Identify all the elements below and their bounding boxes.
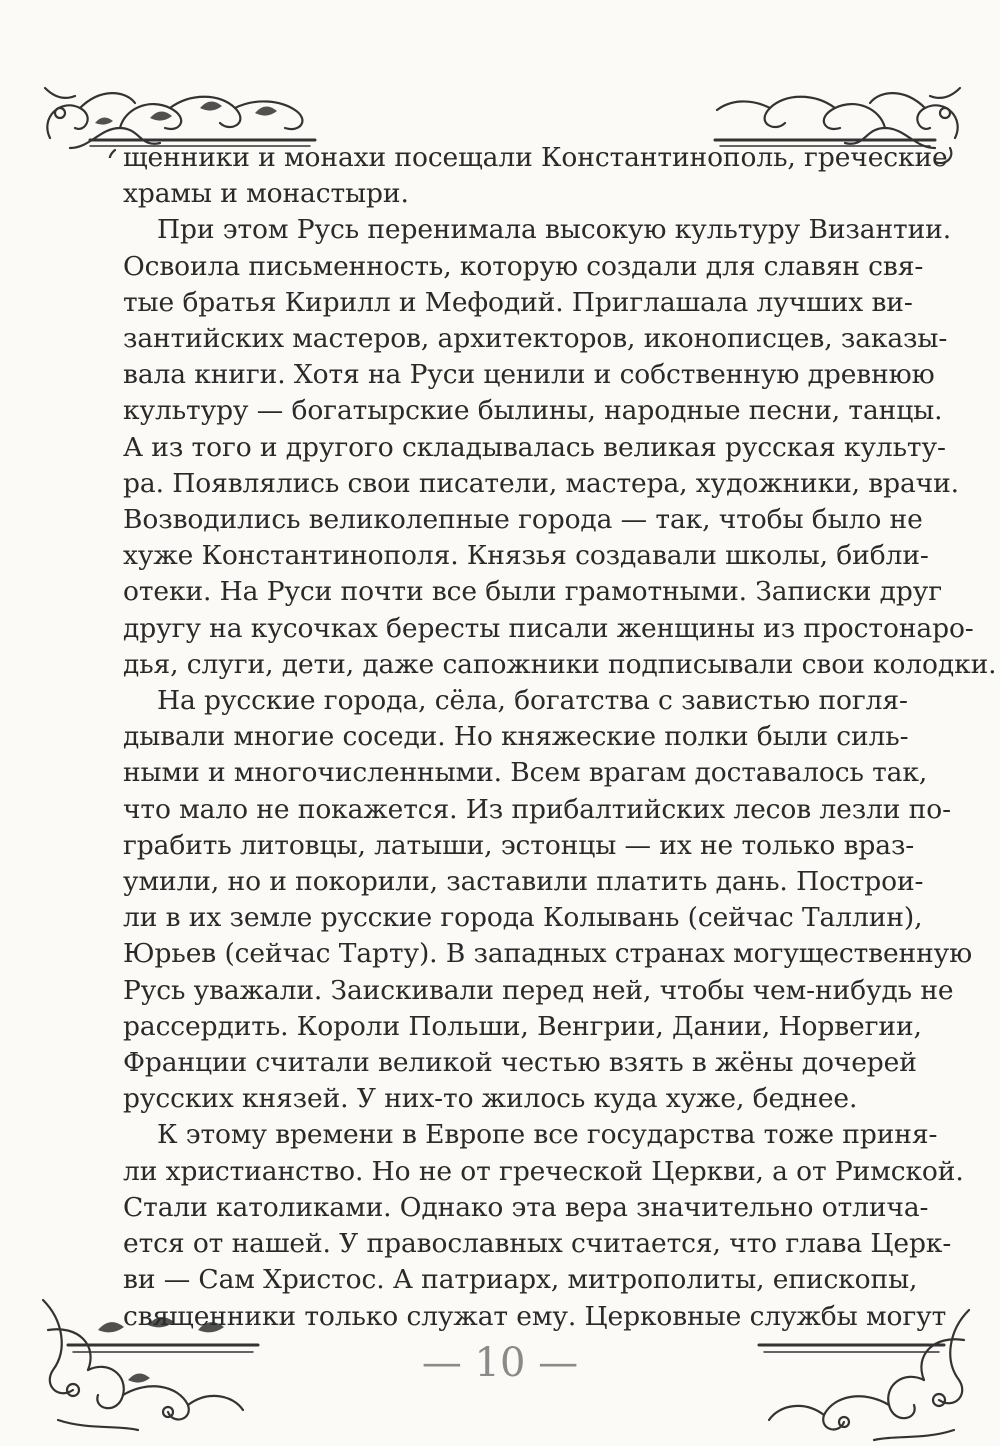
text-line: что мало не покажется. Из прибалтийских лесов лезли по- — [123, 793, 951, 825]
text-line: Юрьев (сейчас Тарту). В западных странах могущественную — [123, 938, 973, 970]
text-line: тые братья Кирилл и Мефодий. Приглашала лучших ви- — [123, 286, 913, 318]
page-number: — 10 — — [421, 1340, 579, 1386]
text-line: ви — Сам Христос. А патриарх, митрополиты, епископы, — [123, 1264, 918, 1296]
text-line: зантийских мастеров, архитекторов, иконописцев, заказы- — [123, 323, 948, 355]
text-line: священники только служат ему. Церковные службы могут — [123, 1300, 947, 1332]
text-line: дья, слуги, дети, даже сапожники подписывали свои колодки. — [123, 648, 997, 680]
text-line: храмы и монастыри. — [123, 178, 409, 210]
text-line: При этом Русь перенимала высокую культуру Византии. — [157, 214, 952, 246]
text-line: Возводились великолепные города — так, чтобы было не — [123, 504, 923, 536]
text-line: Франции считали великой честью взять в жёны дочерей — [123, 1047, 917, 1079]
text-line: А из того и другого складывалась великая русская культу- — [123, 431, 946, 463]
text-line: умили, но и покорили, заставили платить дань. Построи- — [123, 866, 924, 898]
text-line: культуру — богатырские былины, народные песни, танцы. — [123, 395, 943, 427]
text-line: отеки. На Руси почти все были грамотными. Записки друг — [123, 576, 942, 608]
text-line: На русские города, сёла, богатства с завистью погля- — [157, 685, 908, 717]
text-line: ными и многочисленными. Всем врагам доставалось так, — [123, 757, 928, 789]
text-line: грабить литовцы, латыши, эстонцы — их не только враз- — [123, 829, 915, 861]
text-line: Освоила письменность, которую создали для славян свя- — [123, 250, 924, 282]
text-line: К этому времени в Европе все государства тоже приня- — [157, 1119, 938, 1151]
text-line: дывали многие соседи. Но княжеские полки были силь- — [123, 721, 909, 753]
text-line: Стали католиками. Однако эта вера значительно отлича- — [123, 1191, 929, 1223]
text-line: другу на кусочках бересты писали женщины из простонаро- — [123, 612, 974, 644]
text-line: русских князей. У них-то жилось куда хуже, беднее. — [123, 1083, 858, 1115]
text-line: ли в их земле русские города Колывань (сейчас Таллин), — [123, 902, 923, 934]
page-body-text — [123, 140, 997, 1335]
text-line: ется от нашей. У православных считается, что глава Церк- — [123, 1228, 952, 1260]
text-line: ли христианство. Но не от греческой Церкви, а от Римской. — [123, 1155, 964, 1187]
text-line: хуже Константинополя. Князья создавали школы, библи- — [123, 540, 929, 572]
text-line: ра. Появлялись свои писатели, мастера, художники, врачи. — [123, 467, 959, 499]
text-line: щенники и монахи посещали Константинополь, греческие — [123, 142, 948, 173]
text-line: вала книги. Хотя на Руси ценили и собственную древнюю — [123, 359, 935, 391]
text-line: рассердить. Короли Польши, Венгрии, Дании, Норвегии, — [123, 1010, 922, 1042]
text-line: Русь уважали. Заискивали перед ней, чтобы чем-нибудь не — [123, 974, 954, 1006]
